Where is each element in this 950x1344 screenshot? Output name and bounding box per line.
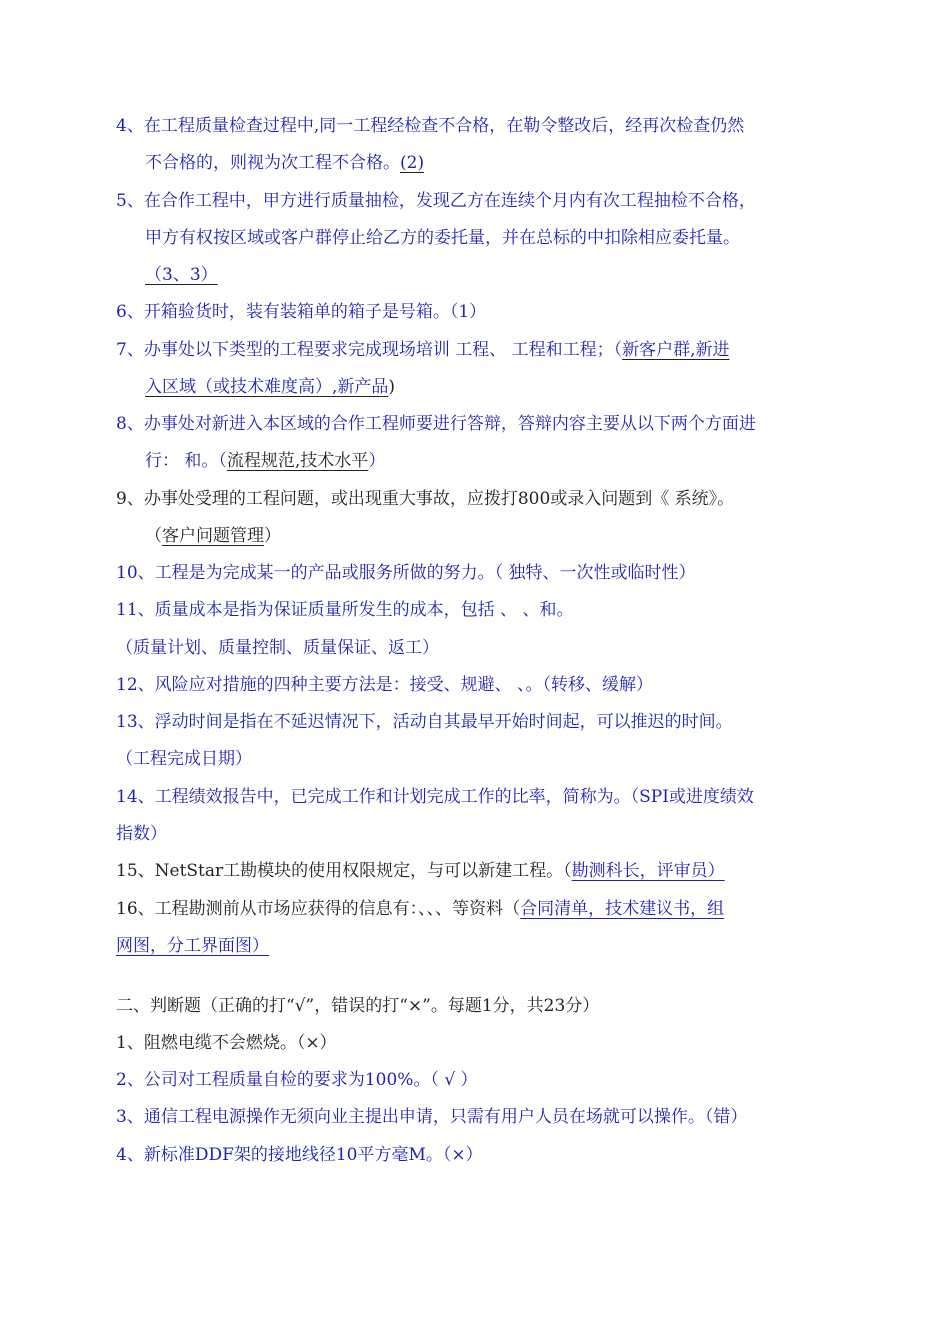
q16-answer-part2: 网图，分工界面图） [116,936,269,956]
q9-line2 [145,524,281,548]
q8-line2 [145,449,385,473]
q4-answer: (2) [400,153,425,173]
q7-text: 7、办事处以下类型的工程要求完成现场培训 工程、 工程和工程；（ [116,340,623,360]
q15-text: 15、NetStar工勘模块的使用权限规定，与可以新建工程。（ [116,861,572,881]
q5-line1: 5、在合作工程中，甲方进行质量抽检，发现乙方在连续个月内有次工程抽检不合格， [116,191,756,211]
q7-line2 [145,375,395,399]
q12-line1: 12、风险应对措施的四种主要方法是：接受、规避、 、。（转移、缓解） [116,675,654,695]
q15-answer: 勘测科长，评审员） [571,861,725,881]
q9-tail: ） [264,526,281,546]
q13-line1: 13、浮动时间是指在不延迟情况下，活动自其最早开始时间起，可以推迟的时间。 [116,712,733,732]
q4-line1: 4、在工程质量检查过程中,同一工程经检查不合格，在勒令整改后，经再次检查仍然 [116,116,745,136]
section2-heading: 二、判断题（正确的打“√”，错误的打“×”。每题1分，共23分） [116,996,600,1016]
q14-line2: 指数） [116,824,167,844]
q16-line1 [116,897,724,921]
q13-line2: （工程完成日期） [116,749,252,769]
q7-answer-part1: 新客户群,新进 [622,340,730,360]
q4-line2 [145,151,424,175]
q14-line1: 14、工程绩效报告中，已完成工作和计划完成工作的比率，简称为。（SPI或进度绩效 [116,787,754,807]
q9-answer: 客户问题管理 [162,526,264,546]
q7-tail: ) [388,377,396,397]
judge-item-2: 2、公司对工程质量自检的要求为100%。（ √ ） [116,1070,478,1090]
q11-line1: 11、质量成本是指为保证质量所发生的成本，包括 、 、和。 [116,600,574,620]
q8-line1: 8、办事处对新进入本区域的合作工程师要进行答辩，答辩内容主要从以下两个方面进 [116,414,756,434]
q9-line1: 9、办事处受理的工程问题，或出现重大事故，应拨打800或录入问题到《 系统》。 [116,489,735,509]
q8-text: 行： 和。（ [145,451,227,471]
q16-line2 [116,934,269,958]
q8-tail: ） [368,451,386,471]
q5-answer-line [145,263,218,287]
q5-answer: （3、3） [145,265,218,285]
q11-line2: （质量计划、质量控制、质量保证、返工） [116,638,439,658]
q16-text: 16、工程勘测前从市场应获得的信息有：、、、等资料（ [116,899,521,919]
judge-item-1: 1、阻燃电缆不会燃烧。（×） [116,1033,337,1053]
q8-answer: 流程规范,技术水平 [226,451,369,471]
q9-open: （ [145,526,162,546]
q10-line1: 10、工程是为完成某一的产品或服务所做的努力。（ 独特、一次性或临时性） [116,563,696,583]
q16-answer-part1: 合同清单，技术建议书，组 [520,899,725,919]
judge-item-4: 4、新标准DDF架的接地线径10平方毫M。（×） [116,1145,483,1165]
q6-line1: 6、开箱验货时，装有装箱单的箱子是号箱。（1） [116,302,487,322]
q7-answer-part2: 入区域（或技术难度高）,新产品 [145,377,389,397]
q5-line2: 甲方有权按区域或客户群停止给乙方的委托量，并在总标的中扣除相应委托量。 [145,228,740,248]
q15-line1 [116,859,725,883]
judge-item-3: 3、通信工程电源操作无须向业主提出申请，只需有用户人员在场就可以操作。（错） [116,1107,748,1127]
q7-line1 [116,338,730,362]
q4-text: 不合格的，则视为次工程不合格。 [145,153,400,173]
